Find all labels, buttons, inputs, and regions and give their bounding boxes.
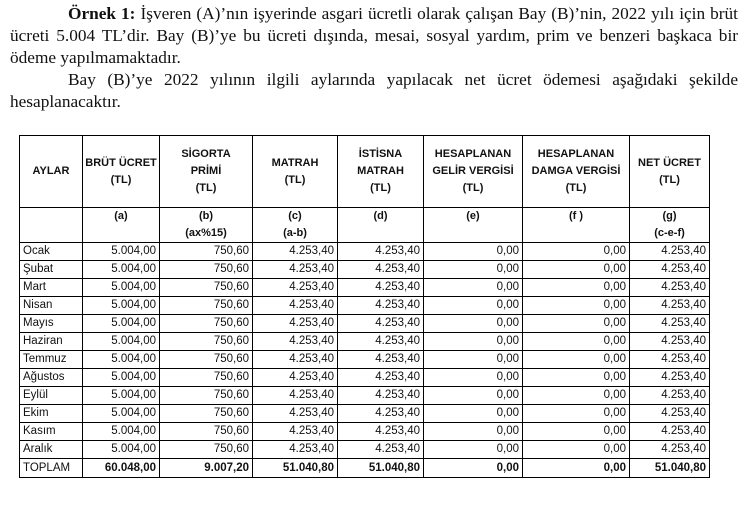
column-header-line: GELİR VERGİSİ: [432, 165, 514, 177]
month-cell: Haziran: [20, 333, 83, 351]
column-header-line: HESAPLANAN: [537, 148, 615, 160]
column-letter-cell-3: [253, 208, 338, 243]
value-cell: 4.253,40: [338, 387, 424, 405]
value-cell: 4.253,40: [253, 243, 338, 261]
value-cell: 750,60: [160, 333, 253, 351]
value-cell: 4.253,40: [630, 333, 710, 351]
value-cell: 5.004,00: [83, 405, 160, 423]
column-header-line: (TL): [462, 182, 484, 194]
value-cell: 4.253,40: [253, 315, 338, 333]
table-row: [20, 441, 710, 459]
column-letter: (c): [288, 210, 302, 222]
value-cell: 0,00: [424, 315, 523, 333]
value-cell: 4.253,40: [253, 351, 338, 369]
table-row: [20, 297, 710, 315]
value-cell: 750,60: [160, 279, 253, 297]
value-cell: 0,00: [523, 261, 630, 279]
column-header-line: (TL): [565, 182, 587, 194]
column-header-4: [338, 136, 424, 208]
value-cell: 4.253,40: [338, 243, 424, 261]
column-letter-cell-6: [523, 208, 630, 243]
column-header-line: (TL): [284, 173, 306, 186]
column-header-line: MATRAH: [271, 156, 319, 169]
value-cell: 4.253,40: [338, 441, 424, 459]
value-cell: 4.253,40: [630, 423, 710, 441]
column-header-line: DAMGA VERGİSİ: [531, 165, 621, 177]
payroll-table: [19, 135, 710, 478]
value-cell: 0,00: [523, 387, 630, 405]
value-cell: 5.004,00: [83, 387, 160, 405]
value-cell: 0,00: [424, 297, 523, 315]
value-cell: 51.040,80: [338, 459, 424, 478]
value-cell: 0,00: [424, 441, 523, 459]
column-letter: (g): [662, 210, 677, 222]
value-cell: 0,00: [523, 297, 630, 315]
value-cell: 0,00: [424, 261, 523, 279]
value-cell: 0,00: [523, 369, 630, 387]
column-header-line: (TL): [370, 182, 391, 194]
value-cell: 5.004,00: [83, 243, 160, 261]
value-cell: 4.253,40: [338, 369, 424, 387]
value-cell: 5.004,00: [83, 351, 160, 369]
value-cell: 0,00: [523, 243, 630, 261]
table-row: [20, 333, 710, 351]
value-cell: 4.253,40: [630, 351, 710, 369]
table-row: [20, 279, 710, 297]
column-header-5: [424, 136, 523, 208]
table-row: [20, 243, 710, 261]
value-cell: 60.048,00: [83, 459, 160, 478]
value-cell: 4.253,40: [253, 333, 338, 351]
column-formula: (c-e-f): [654, 227, 685, 239]
column-letter-cell-1: [83, 208, 160, 243]
month-cell: Mayıs: [20, 315, 83, 333]
column-letter-cell-5: [424, 208, 523, 243]
header-row: [20, 136, 710, 208]
value-cell: 0,00: [424, 333, 523, 351]
value-cell: 0,00: [523, 351, 630, 369]
value-cell: 750,60: [160, 261, 253, 279]
column-header-3: [253, 136, 338, 208]
value-cell: 4.253,40: [630, 297, 710, 315]
value-cell: 0,00: [523, 333, 630, 351]
value-cell: 5.004,00: [83, 333, 160, 351]
value-cell: 4.253,40: [630, 441, 710, 459]
column-letter-cell-0: [20, 208, 83, 243]
value-cell: 0,00: [424, 387, 523, 405]
intro-paragraph-1: [10, 3, 738, 69]
column-header-line: NET ÜCRET: [638, 156, 701, 169]
value-cell: 4.253,40: [630, 243, 710, 261]
value-cell: 5.004,00: [83, 423, 160, 441]
value-cell: 0,00: [424, 369, 523, 387]
column-header-6: [523, 136, 630, 208]
example-label: Örnek 1:: [68, 4, 136, 23]
value-cell: 0,00: [523, 441, 630, 459]
column-header-1: [83, 136, 160, 208]
month-cell: Aralık: [20, 441, 83, 459]
intro-paragraph-2: Bay (B)’ye 2022 yılının ilgili aylarında yapılacak net ücret ödemesi aşağıdaki şekilde hesaplanacaktır.: [10, 70, 738, 111]
column-header-line: BRÜT ÜCRET: [85, 156, 157, 169]
month-cell: TOPLAM: [20, 459, 83, 478]
value-cell: 0,00: [523, 315, 630, 333]
value-cell: 4.253,40: [253, 261, 338, 279]
value-cell: 0,00: [523, 279, 630, 297]
column-letter-cell-7: [630, 208, 710, 243]
value-cell: 750,60: [160, 243, 253, 261]
value-cell: 4.253,40: [338, 279, 424, 297]
value-cell: 0,00: [424, 423, 523, 441]
column-letter: (e): [466, 210, 480, 222]
table-body: [20, 243, 710, 478]
month-cell: Temmuz: [20, 351, 83, 369]
value-cell: 750,60: [160, 387, 253, 405]
value-cell: 0,00: [424, 351, 523, 369]
value-cell: 4.253,40: [253, 387, 338, 405]
table-row: [20, 315, 710, 333]
value-cell: 0,00: [424, 243, 523, 261]
column-header-line: İSTİSNA: [358, 148, 403, 160]
column-letter: (d): [373, 210, 388, 222]
column-letter: (a): [114, 210, 128, 222]
column-header-line: (TL): [195, 182, 217, 194]
value-cell: 750,60: [160, 297, 253, 315]
value-cell: 4.253,40: [338, 315, 424, 333]
value-cell: 750,60: [160, 405, 253, 423]
header-letter-row: [20, 208, 710, 243]
month-cell: Ocak: [20, 243, 83, 261]
month-cell: Eylül: [20, 387, 83, 405]
value-cell: 4.253,40: [630, 315, 710, 333]
value-cell: 4.253,40: [630, 369, 710, 387]
column-header-line: HESAPLANAN: [434, 148, 512, 160]
month-cell: Şubat: [20, 261, 83, 279]
column-header-2: [160, 136, 253, 208]
column-header-7: [630, 136, 710, 208]
value-cell: 750,60: [160, 423, 253, 441]
value-cell: 4.253,40: [253, 405, 338, 423]
month-cell: Kasım: [20, 423, 83, 441]
value-cell: 4.253,40: [630, 405, 710, 423]
value-cell: 0,00: [523, 459, 630, 478]
month-cell: Nisan: [20, 297, 83, 315]
value-cell: 4.253,40: [338, 351, 424, 369]
table-row: [20, 405, 710, 423]
month-cell: Mart: [20, 279, 83, 297]
column-header-line: AYLAR: [32, 165, 70, 177]
column-letter-cell-4: [338, 208, 424, 243]
column-formula: (a-b): [283, 227, 307, 239]
value-cell: 4.253,40: [338, 261, 424, 279]
value-cell: 4.253,40: [253, 423, 338, 441]
intro-paragraph-1-text: İşveren (A)’nın işyerinde asgari ücretli olarak çalışan Bay (B)’nin, 2022 yılı için brüt ücreti 5.004 TL’dir. Bay (B)’ye bu ücreti dışında, mesai, sosyal yardım, prim ve benzeri başkaca bir ödeme yapılmamaktadır.: [10, 4, 738, 67]
value-cell: 750,60: [160, 315, 253, 333]
table-row: [20, 351, 710, 369]
value-cell: 5.004,00: [83, 369, 160, 387]
value-cell: 0,00: [424, 279, 523, 297]
value-cell: 4.253,40: [253, 441, 338, 459]
value-cell: 4.253,40: [253, 369, 338, 387]
table-row: [20, 369, 710, 387]
value-cell: 51.040,80: [253, 459, 338, 478]
column-header-line: PRİMİ: [190, 165, 222, 177]
value-cell: 5.004,00: [83, 279, 160, 297]
value-cell: 750,60: [160, 441, 253, 459]
table-row: [20, 387, 710, 405]
value-cell: 0,00: [523, 423, 630, 441]
value-cell: 0,00: [523, 405, 630, 423]
value-cell: 5.004,00: [83, 315, 160, 333]
column-letter: (f ): [568, 210, 584, 222]
total-row: [20, 459, 710, 478]
column-header-line: SİGORTA: [181, 148, 231, 160]
value-cell: 750,60: [160, 369, 253, 387]
value-cell: 9.007,20: [160, 459, 253, 478]
value-cell: 750,60: [160, 351, 253, 369]
value-cell: 0,00: [424, 459, 523, 478]
column-letter: (b): [198, 210, 214, 222]
month-cell: Ağustos: [20, 369, 83, 387]
value-cell: 4.253,40: [253, 297, 338, 315]
table-row: [20, 423, 710, 441]
value-cell: 0,00: [424, 405, 523, 423]
value-cell: 4.253,40: [253, 279, 338, 297]
column-header-line: (TL): [659, 173, 680, 186]
column-letter-cell-2: [160, 208, 253, 243]
value-cell: 4.253,40: [338, 297, 424, 315]
column-header-line: (TL): [110, 173, 132, 186]
value-cell: 4.253,40: [338, 333, 424, 351]
value-cell: 5.004,00: [83, 261, 160, 279]
column-header-0: [20, 136, 83, 208]
column-formula: (ax%15): [185, 227, 227, 239]
value-cell: 4.253,40: [338, 423, 424, 441]
value-cell: 4.253,40: [338, 405, 424, 423]
value-cell: 4.253,40: [630, 279, 710, 297]
value-cell: 51.040,80: [630, 459, 710, 478]
value-cell: 5.004,00: [83, 441, 160, 459]
column-header-line: MATRAH: [357, 165, 404, 177]
value-cell: 4.253,40: [630, 261, 710, 279]
month-cell: Ekim: [20, 405, 83, 423]
intro-text: [10, 3, 738, 113]
value-cell: 5.004,00: [83, 297, 160, 315]
table-row: [20, 261, 710, 279]
value-cell: 4.253,40: [630, 387, 710, 405]
